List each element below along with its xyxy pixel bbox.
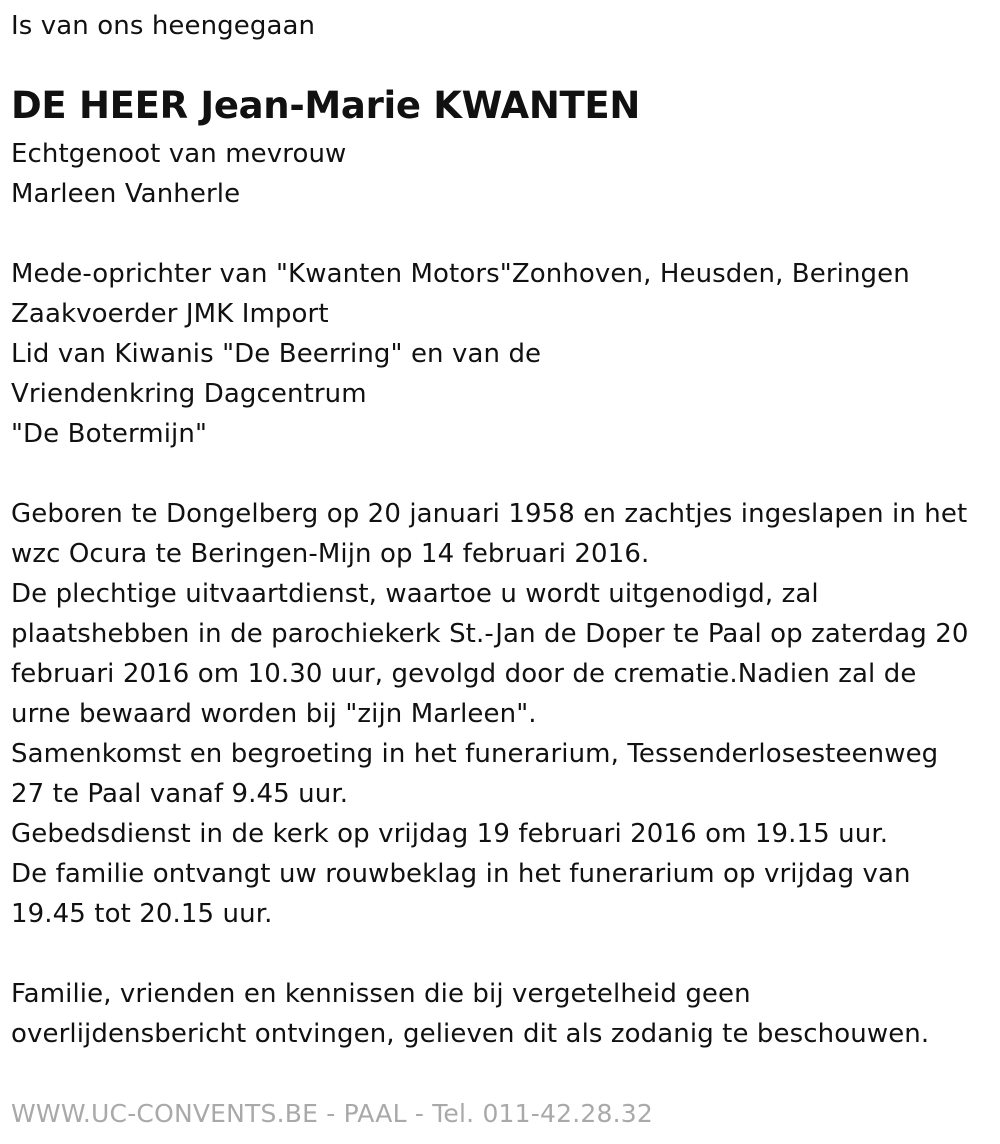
detail-line: februari 2016 om 10.30 uur, gevolgd door de crematie.Nadien zal de — [11, 659, 917, 689]
closing-line: overlijdensbericht ontvingen, gelieven dit als zodanig te beschouwen. — [11, 1019, 930, 1049]
detail-line: 27 te Paal vanaf 9.45 uur. — [11, 779, 349, 809]
spouse-line: Marleen Vanherle — [11, 179, 241, 209]
footer-contact: WWW.UC-CONVENTS.BE - PAAL - Tel. 011-42.28.32 — [11, 1099, 653, 1128]
spouse-line: Echtgenoot van mevrouw — [11, 139, 347, 169]
detail-line: Gebedsdienst in de kerk op vrijdag 19 februari 2016 om 19.15 uur. — [11, 819, 889, 849]
details-block — [11, 494, 969, 934]
closing-line: Familie, vrienden en kennissen die bij vergetelheid geen — [11, 979, 751, 1009]
deceased-name: DE HEER Jean-Marie KWANTEN — [11, 84, 641, 127]
role-line: "De Botermijn" — [11, 419, 208, 449]
spouse-block — [11, 134, 346, 214]
detail-line: 19.45 tot 20.15 uur. — [11, 899, 273, 929]
intro-text: Is van ons heengegaan — [11, 11, 316, 41]
detail-line: urne bewaard worden bij "zijn Marleen". — [11, 699, 537, 729]
detail-line: Samenkomst en begroeting in het funerarium, Tessenderlosesteenweg — [11, 739, 939, 769]
detail-line: De familie ontvangt uw rouwbeklag in het funerarium op vrijdag van — [11, 859, 911, 889]
detail-line: plaatshebben in de parochiekerk St.-Jan de Doper te Paal op zaterdag 20 — [11, 619, 969, 649]
detail-line: Geboren te Dongelberg op 20 januari 1958 en zachtjes ingeslapen in het — [11, 499, 968, 529]
role-line: Mede-oprichter van "Kwanten Motors"Zonhoven, Heusden, Beringen — [11, 259, 910, 289]
closing-block — [11, 974, 929, 1054]
detail-line: De plechtige uitvaartdienst, waartoe u wordt uitgenodigd, zal — [11, 579, 819, 609]
role-line: Lid van Kiwanis "De Beerring" en van de — [11, 339, 542, 369]
role-line: Vriendenkring Dagcentrum — [11, 379, 367, 409]
role-line: Zaakvoerder JMK Import — [11, 299, 329, 329]
roles-block — [11, 254, 910, 454]
detail-line: wzc Ocura te Beringen-Mijn op 14 februari 2016. — [11, 539, 650, 569]
